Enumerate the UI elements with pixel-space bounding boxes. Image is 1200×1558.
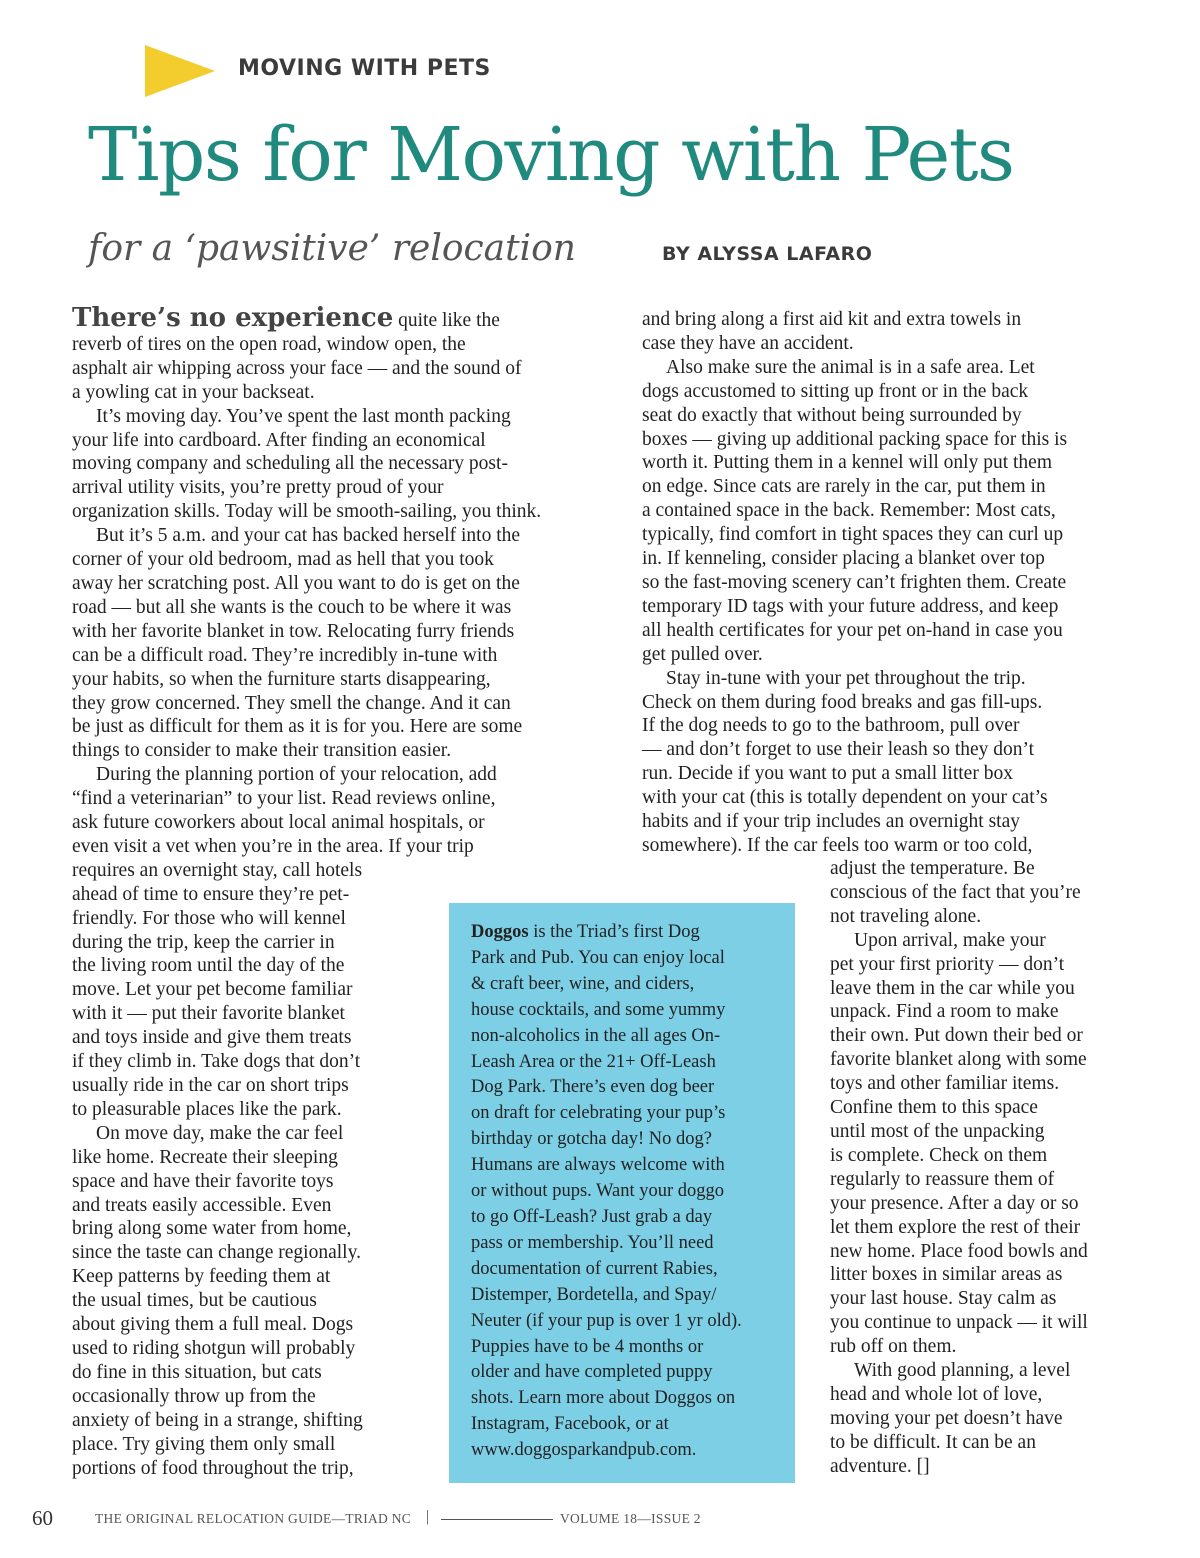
article-line: new home. Place food bowls and	[830, 1240, 1088, 1262]
sidebar-line: Puppies have to be 4 months or	[471, 1336, 704, 1357]
article-line: do fine in this situation, but cats	[72, 1361, 322, 1383]
sidebar-line: www.doggosparkandpub.com.	[471, 1440, 697, 1461]
sidebar-line: non-alcoholics in the all ages On-	[471, 1025, 721, 1046]
article-line: temporary ID tags with your future address, and keep	[642, 595, 1059, 617]
article-line: friendly. For those who will kennel	[72, 907, 346, 929]
sidebar-line: birthday or gotcha day! No dog?	[471, 1129, 712, 1150]
article-line: not traveling alone.	[830, 905, 982, 927]
article-line: you continue to unpack — it will	[830, 1312, 1088, 1334]
article-line: seat do exactly that without being surrounded by	[642, 404, 1022, 426]
sidebar-line: on draft for celebrating your pup’s	[471, 1103, 726, 1124]
sidebar-line: to go Off-Leash? Just grab a day	[471, 1206, 713, 1227]
article-line: “find a veterinarian” to your list. Read reviews online,	[72, 788, 496, 810]
article-line: get pulled over.	[642, 643, 763, 665]
article-line: dogs accustomed to sitting up front or in the back	[642, 380, 1029, 402]
article-line: regularly to reassure them of	[830, 1168, 1055, 1190]
lead-in: There’s no experience	[72, 303, 394, 333]
article-line: your habits, so when the furniture starts disappearing,	[72, 668, 491, 690]
sidebar-line: & craft beer, wine, and ciders,	[471, 973, 695, 994]
article-line: Stay in-tune with your pet throughout the trip.	[666, 667, 1026, 689]
article-line: There’s no experience quite like the	[72, 303, 500, 333]
article-line: portions of food throughout the trip,	[72, 1457, 354, 1479]
article-line: in. If kenneling, consider placing a blanket over top	[642, 548, 1045, 570]
article-line: If the dog needs to go to the bathroom, pull over	[642, 715, 1020, 737]
article-line: a yowling cat in your backseat.	[72, 381, 315, 403]
article-line: Check on them during food breaks and gas fill-ups.	[642, 691, 1043, 713]
article-line: let them explore the rest of their	[830, 1216, 1081, 1238]
article-line: to pleasurable places like the park.	[72, 1098, 342, 1120]
article-line: But it’s 5 a.m. and your cat has backed herself into the	[96, 525, 521, 547]
article-line: your presence. After a day or so	[830, 1192, 1079, 1214]
article-line: all health certificates for your pet on-hand in case you	[642, 619, 1063, 641]
article-line: asphalt air whipping across your face — and the sound of	[72, 357, 522, 379]
article-line: conscious of the fact that you’re	[830, 881, 1081, 903]
article-line: and toys inside and give them treats	[72, 1027, 352, 1049]
article-line: with her favorite blanket in tow. Relocating furry friends	[72, 620, 515, 642]
article-line: typically, find comfort in tight spaces they can curl up	[642, 524, 1064, 546]
article-line: — and don’t forget to use their leash so they don’t	[642, 739, 1035, 761]
sidebar-line: or without pups. Want your doggo	[471, 1181, 725, 1202]
sidebar-line: Leash Area or the 21+ Off-Leash	[471, 1051, 716, 1072]
article-line: things to consider to make their transition easier.	[72, 740, 452, 762]
article-line: Also make sure the animal is in a safe area. Let	[666, 356, 1035, 378]
article-line: worth it. Putting them in a kennel will only put them	[642, 452, 1053, 474]
sidebar-line: shots. Learn more about Doggos on	[471, 1388, 736, 1409]
article-line: It’s moving day. You’ve spent the last month packing	[96, 405, 511, 427]
article-line: used to riding shotgun will probably	[72, 1337, 356, 1359]
footer-volume: VOLUME 18—ISSUE 2	[560, 1511, 701, 1526]
article-title: Tips for Moving with Pets	[88, 112, 1014, 198]
article-line: adventure. []	[830, 1455, 930, 1477]
article-line: if they climb in. Take dogs that don’t	[72, 1051, 361, 1073]
article-line: is complete. Check on them	[830, 1144, 1048, 1166]
article-line: moving your pet doesn’t have	[830, 1407, 1063, 1429]
article-line: arrival utility visits, you’re pretty proud of your	[72, 477, 444, 499]
sidebar-line: Park and Pub. You can enjoy local	[471, 947, 725, 968]
article-line: anxiety of being in a strange, shifting	[72, 1409, 363, 1431]
sidebar-line: Instagram, Facebook, or at	[471, 1414, 669, 1435]
article-line: reverb of tires on the open road, window open, the	[72, 333, 466, 355]
article-line: move. Let your pet become familiar	[72, 979, 353, 1001]
article-line: toys and other familiar items.	[830, 1073, 1060, 1095]
sidebar-text	[471, 920, 781, 1464]
sidebar-line: Neuter (if your pup is over 1 yr old).	[471, 1310, 742, 1331]
article-line: on edge. Since cats are rarely in the car, put them in	[642, 476, 1046, 498]
sidebar-line: Humans are always welcome with	[471, 1155, 725, 1176]
section-arrow-icon	[145, 45, 215, 97]
footer-rule	[441, 1519, 553, 1520]
article-line: unpack. Find a room to make	[830, 1001, 1059, 1023]
article-line: about giving them a full meal. Dogs	[72, 1314, 354, 1336]
doggos-sidebar	[449, 903, 795, 1483]
article-line: place. Try giving them only small	[72, 1433, 336, 1455]
article-line: head and whole lot of love,	[830, 1383, 1043, 1405]
sidebar-line: house cocktails, and some yummy	[471, 999, 726, 1020]
article-line: rub off on them.	[830, 1336, 957, 1358]
article-line: they grow concerned. They smell the change. And it can	[72, 692, 511, 714]
article-line: organization skills. Today will be smooth-sailing, you think.	[72, 501, 542, 523]
article-line: somewhere). If the car feels too warm or too cold,	[642, 834, 1033, 856]
article-line: With good planning, a level	[854, 1360, 1071, 1382]
article-line: be just as difficult for them as it is for you. Here are some	[72, 716, 523, 738]
article-line: and treats easily accessible. Even	[72, 1194, 332, 1216]
article-line: even visit a vet when you’re in the area. If your trip	[72, 835, 474, 857]
article-line: ask future coworkers about local animal hospitals, or	[72, 812, 485, 834]
article-line: occasionally throw up from the	[72, 1385, 316, 1407]
article-column-3	[830, 857, 1135, 1479]
article-line: your last house. Stay calm as	[830, 1288, 1057, 1310]
article-line: until most of the unpacking	[830, 1120, 1045, 1142]
article-line: During the planning portion of your relocation, add	[96, 764, 497, 786]
article-line: moving company and scheduling all the necessary post-	[72, 453, 508, 475]
article-line: can be a difficult road. They’re incredibly in-tune with	[72, 644, 498, 666]
article-line: boxes — giving up additional packing space for this is	[642, 428, 1068, 450]
sidebar-line: documentation of current Rabies,	[471, 1258, 718, 1279]
article-line: a contained space in the back. Remember: Most cats,	[642, 500, 1056, 522]
article-line: leave them in the car while you	[830, 977, 1075, 999]
sidebar-bold-lead: Doggos	[471, 922, 529, 942]
article-line: space and have their favorite toys	[72, 1170, 334, 1192]
article-column-2	[642, 308, 1142, 858]
article-line: road — but all she wants is the couch to be where it was	[72, 596, 512, 618]
sidebar-line: older and have completed puppy	[471, 1362, 713, 1383]
article-line: habits and if your trip includes an overnight stay	[642, 811, 1021, 833]
article-line: so the fast-moving scenery can’t frighten them. Create	[642, 571, 1067, 593]
article-line: the living room until the day of the	[72, 955, 345, 977]
sidebar-line: Dog Park. There’s even dog beer	[471, 1077, 715, 1098]
article-line: ahead of time to ensure they’re pet-	[72, 883, 350, 905]
article-subtitle: for a ‘pawsitive’ relocation	[88, 228, 576, 269]
footer-publication: THE ORIGINAL RELOCATION GUIDE—TRIAD NC	[95, 1511, 412, 1526]
article-line: adjust the temperature. Be	[830, 858, 1035, 879]
page-number: 60	[32, 1506, 53, 1530]
article-line: Confine them to this space	[830, 1097, 1038, 1119]
article-line: the usual times, but be cautious	[72, 1290, 317, 1312]
sidebar-line: Doggos is the Triad’s first Dog	[471, 922, 700, 942]
article-line: with your cat (this is totally dependent on your cat’s	[642, 787, 1048, 809]
article-line: to be difficult. It can be an	[830, 1431, 1036, 1453]
article-line: bring along some water from home,	[72, 1218, 352, 1240]
article-line: case they have an accident.	[642, 332, 854, 354]
article-line: since the taste can change regionally.	[72, 1242, 361, 1264]
byline: BY ALYSSA LAFARO	[662, 243, 873, 265]
article-line: Upon arrival, make your	[854, 929, 1046, 951]
article-line: with it — put their favorite blanket	[72, 1003, 345, 1025]
article-line: pet your first priority — don’t	[830, 953, 1065, 975]
article-line: On move day, make the car feel	[96, 1122, 344, 1144]
article-line: during the trip, keep the carrier in	[72, 931, 335, 953]
article-line: like home. Recreate their sleeping	[72, 1146, 338, 1168]
sidebar-line: Distemper, Bordetella, and Spay/	[471, 1284, 717, 1305]
section-label: MOVING WITH PETS	[238, 56, 491, 81]
sidebar-line: pass or membership. You’ll need	[471, 1232, 714, 1253]
article-line: requires an overnight stay, call hotels	[72, 859, 363, 881]
article-line: Keep patterns by feeding them at	[72, 1266, 331, 1288]
article-line: their own. Put down their bed or	[830, 1025, 1083, 1047]
footer-separator: |	[426, 1508, 430, 1525]
article-line: usually ride in the car on short trips	[72, 1075, 349, 1096]
article-line: favorite blanket along with some	[830, 1049, 1087, 1071]
article-line: your life into cardboard. After finding an economical	[72, 429, 486, 451]
article-line: and bring along a first aid kit and extra towels in	[642, 309, 1022, 330]
article-line: corner of your old bedroom, mad as hell that you took	[72, 549, 494, 571]
article-line: litter boxes in similar areas as	[830, 1264, 1063, 1286]
article-line: run. Decide if you want to put a small litter box	[642, 763, 1013, 785]
article-line: away her scratching post. All you want to do is get on the	[72, 572, 520, 594]
